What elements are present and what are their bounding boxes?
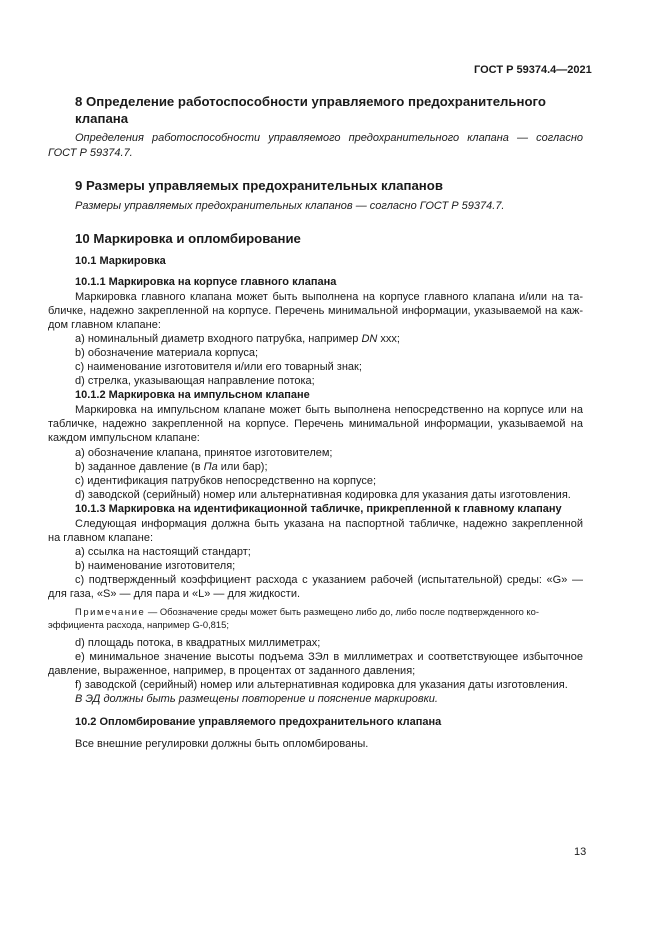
note: Примечание — Обозначение среды может быть размещено либо до, либо после подтвержденного ко- (75, 606, 539, 617)
paragraph-10-1-2-line3: каждом импульсном клапане: (48, 432, 200, 444)
paragraph-10-1-1-line2: бличке, надежно закрепленной на корпусе. Перечень минимальной информации, указываемой на каж- (48, 305, 583, 317)
subsection-10-1-3-title: 10.1.3 Маркировка на идентификационной табличке, прикрепленной к главному клапану (75, 503, 562, 515)
section-8-title-line1: 8 Определение работоспособности управляемого предохранительного (75, 94, 546, 109)
list-item: a) ссылка на настоящий стандарт; (75, 546, 251, 558)
paragraph-10-1-2-line2: табличке, надежно закрепленной на корпусе. Перечень минимальной информации, указываемой на (48, 418, 583, 430)
note-continuation: эффициента расхода, например G-0,815; (48, 619, 229, 630)
paragraph-10-2: Все внешние регулировки должны быть опломбированы. (75, 738, 369, 750)
subsection-10-1-1-title: 10.1.1 Маркировка на корпусе главного клапана (75, 276, 337, 288)
list-item: d) заводской (серийный) номер или альтернативная кодировка для указания даты изготовления. (75, 489, 571, 501)
subsection-10-2-title: 10.2 Опломбирование управляемого предохранительного клапана (75, 716, 442, 728)
section-9-title: 9 Размеры управляемых предохранительных клапанов (75, 178, 443, 193)
list-item: f) заводской (серийный) номер или альтернативная кодировка для указания даты изготовления. (75, 679, 568, 691)
paragraph-10-1-2-line1: Маркировка на импульсном клапане может быть выполнена непосредственно на корпусе или на (75, 404, 583, 416)
document-header: ГОСТ Р 59374.4—2021 (474, 64, 592, 76)
paragraph-10-1-3-line1: Следующая информация должна быть указана на паспортной табличке, надежно закрепленной (75, 518, 583, 530)
paragraph-10-1-1-line3: дом главном клапане: (48, 319, 161, 331)
list-item: c) наименование изготовителя и/или его товарный знак; (75, 361, 362, 373)
section-8-text-line2: ГОСТ Р 59374.7. (48, 147, 133, 159)
list-item: c) подтвержденный коэффициент расхода с указанием рабочей (испытательной) среды: «G» — (75, 574, 583, 586)
subsection-10-1-2-title: 10.1.2 Маркировка на импульсном клапане (75, 389, 310, 401)
note-label: Примечание (75, 606, 146, 617)
list-item-continuation: давление, выраженное, например, в процентах от заданного давления; (48, 665, 416, 677)
list-item: a) обозначение клапана, принятое изготовителем; (75, 447, 333, 459)
list-item: c) идентификация патрубков непосредственно на корпусе; (75, 475, 377, 487)
list-item: d) стрелка, указывающая направление потока; (75, 375, 315, 387)
section-8-text-line1: Определения работоспособности управляемого предохранительного клапана — согласно (75, 132, 583, 144)
ed-note: В ЭД должны быть размещены повторение и пояснение маркировки. (75, 693, 438, 705)
list-item: e) минимальное значение высоты подъема ЗЭл в миллиметрах и соответствующее избыточное (75, 651, 583, 663)
section-10-title: 10 Маркировка и опломбирование (75, 231, 301, 246)
list-item-continuation: для газа, «S» — для пара и «L» — для жидкости. (48, 588, 301, 600)
paragraph-10-1-3-line2: на главном клапане: (48, 532, 154, 544)
paragraph-10-1-1-line1: Маркировка главного клапана может быть выполнена на корпусе главного клапана и/или на та- (75, 291, 583, 303)
list-item: b) заданное давление (в Па или бар); (75, 461, 268, 473)
section-9-text: Размеры управляемых предохранительных клапанов — согласно ГОСТ Р 59374.7. (75, 200, 505, 212)
section-8-title-line2: клапана (75, 111, 129, 126)
page-number: 13 (574, 846, 587, 858)
list-item: d) площадь потока, в квадратных миллиметрах; (75, 637, 321, 649)
subsection-10-1-title: 10.1 Маркировка (75, 255, 166, 267)
list-item: a) номинальный диаметр входного патрубка, например DN xxx; (75, 333, 400, 345)
list-item: b) обозначение материала корпуса; (75, 347, 259, 359)
list-item: b) наименование изготовителя; (75, 560, 236, 572)
